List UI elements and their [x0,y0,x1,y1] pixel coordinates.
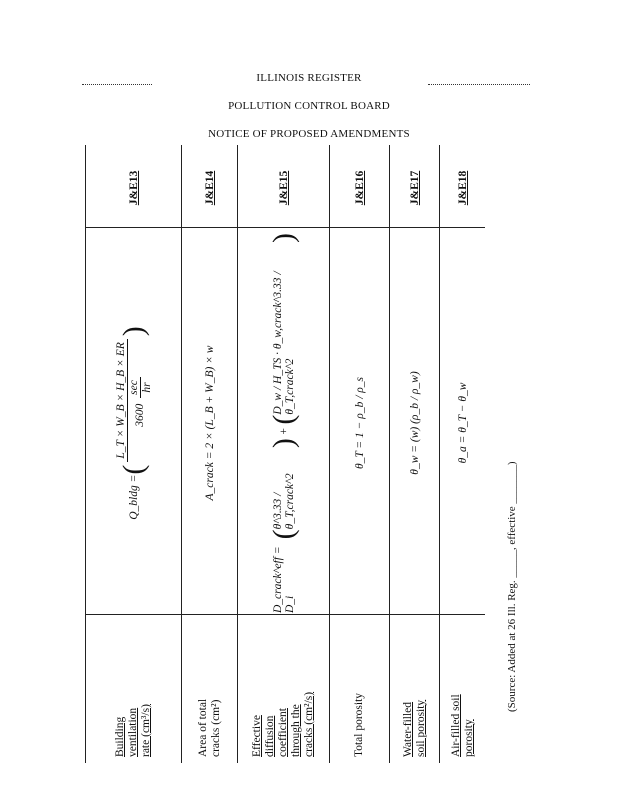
row-label: Water-filled soil porosity [401,699,427,757]
source-note: (Source: Added at 26 Ill. Reg. _____, effective _______) [506,461,518,712]
equation-ref: J&E15 [277,170,290,206]
equation-crack-area: A_crack = 2 × (L_B + W_B) × w [203,345,216,501]
row-label: Area of total cracks (cm²) [196,698,222,757]
table-row-total-porosity [329,145,389,763]
equation-ref: J&E14 [203,170,216,206]
table-row-crack-area [181,145,237,763]
table-row-ventilation [85,145,181,763]
table-row-air-porosity [439,145,485,763]
row-label: Building ventilation rate (cm³/s) [114,704,152,757]
equation-ref: J&E13 [127,170,140,206]
equation-water-porosity: θ_w = (w) (ρ_b / ρ_w) [408,371,421,475]
row-label: Effective diffusion coefficient through the cracks (cm²/s) [251,691,315,757]
table-row-diffusion [237,145,329,763]
board-title: POLLUTION CONTROL BOARD [228,100,390,112]
rotated-equation-table [85,145,485,763]
equation-ref: J&E17 [408,170,421,206]
row-label: Air-filled soil porosity [449,694,475,757]
equation-ref: J&E18 [456,170,469,206]
equation-table [85,145,485,763]
equation-effective-diffusion: D_crack^eff = D_i ( θ^3.33 / θ_T,crack^2 ) + ( D_w / H_TS · θ_w,crack^3.33 / θ_T,crack^2 ) [266,233,300,613]
equation-air-porosity: θ_a = θ_T − θ_w [456,382,469,464]
header-rule-right [428,84,530,85]
equation-ref: J&E16 [353,170,366,206]
header-rule-left [82,84,152,85]
equation-total-porosity: θ_T = 1 − ρ_b / ρ_s [353,376,366,470]
register-title: ILLINOIS REGISTER [256,72,362,84]
row-label: Total porosity [353,692,365,757]
equation-building-ventilation: Q_bldg = ( L_T × W_B × H_B × ER 3600 sec hr ) [114,326,153,520]
table-row-water-porosity [389,145,439,763]
notice-title: NOTICE OF PROPOSED AMENDMENTS [208,128,410,140]
